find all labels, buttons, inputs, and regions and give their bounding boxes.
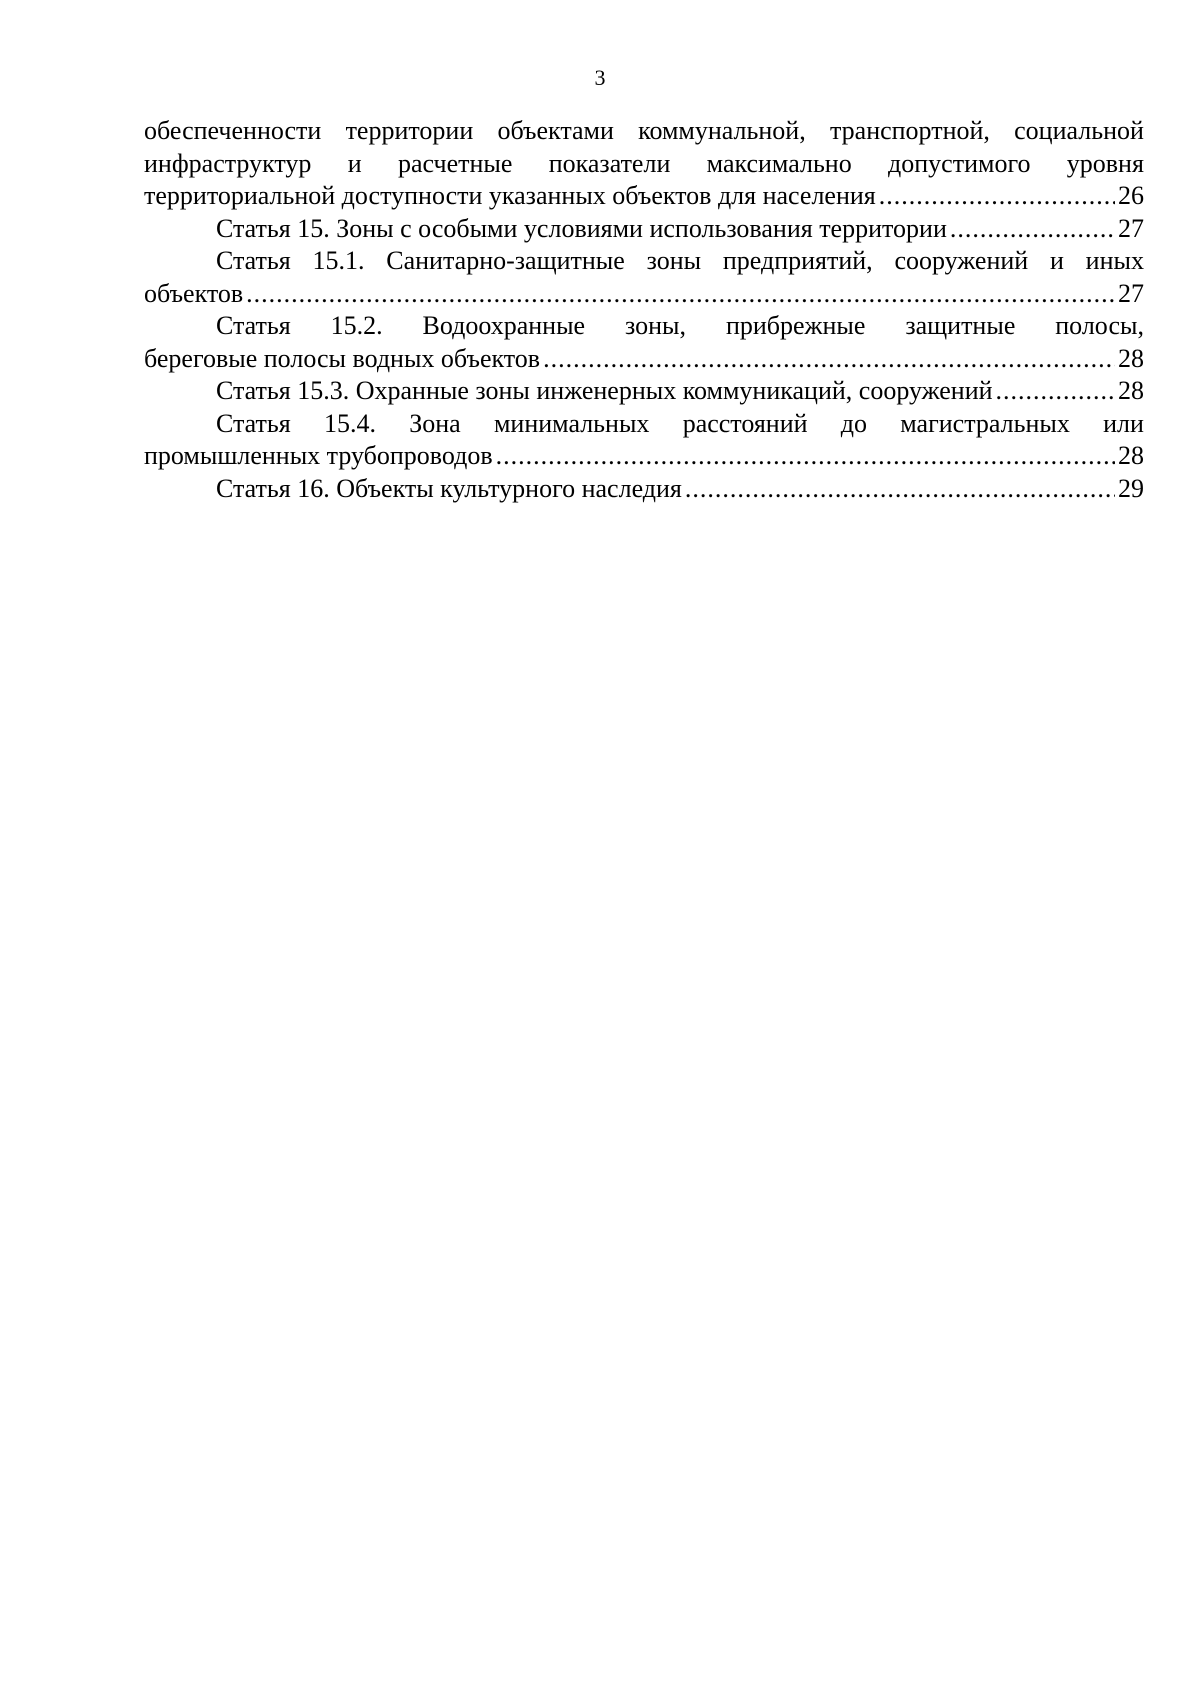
toc-word: обеспеченности — [144, 116, 322, 145]
toc-word: магистральных — [900, 408, 1070, 438]
toc-entry-leader-line[interactable] — [144, 375, 1144, 408]
toc-entry-leader-line[interactable] — [144, 278, 1144, 311]
toc-page-number: 28 — [1118, 441, 1144, 470]
toc-word: допустимого — [888, 148, 1031, 178]
toc-entry-title: территориальной доступности указанных объектов для населения — [144, 181, 876, 210]
toc-word: Статья — [216, 246, 291, 275]
toc-entry-title: Статья 15. Зоны с особыми условиями использования территории — [216, 213, 947, 243]
toc-word: транспортной, — [829, 116, 990, 145]
toc-entry-line — [144, 115, 1144, 148]
toc-word: расстояний — [682, 408, 808, 438]
toc-word: сооружений — [894, 246, 1029, 275]
toc-entry-leader-line[interactable] — [144, 180, 1144, 213]
toc-word: и — [347, 148, 362, 178]
toc-entry-title: промышленных трубопроводов — [144, 441, 493, 470]
toc-entry-line — [144, 148, 1144, 181]
page-number: 3 — [594, 65, 606, 90]
toc-word: 15.4. — [323, 408, 376, 438]
toc-word: защитные — [905, 311, 1016, 340]
toc-entry-line — [144, 245, 1144, 278]
toc-entry-line — [144, 310, 1144, 343]
toc-page-number: 26 — [1118, 181, 1144, 210]
toc-word: территории — [345, 116, 474, 145]
toc-word: Водоохранные — [422, 311, 586, 340]
toc-word: инфраструктур — [144, 148, 312, 178]
toc-entry-leader-line[interactable] — [144, 343, 1144, 376]
toc-word: максимально — [706, 148, 852, 178]
toc-entry-leader-line[interactable] — [144, 440, 1144, 473]
toc-entry-title: объектов — [144, 278, 244, 308]
toc-dot-leader — [246, 278, 1115, 311]
toc-entry-leader-line[interactable] — [144, 213, 1144, 246]
toc-word: социальной — [1014, 116, 1144, 145]
toc-word: Санитарно-защитные — [386, 246, 625, 275]
toc-page-number: 29 — [1118, 473, 1144, 503]
toc-word: зоны — [646, 246, 702, 275]
toc-dot-leader — [496, 440, 1115, 473]
toc-word: зоны, — [625, 311, 687, 340]
toc-entry-title: Статья 15.3. Охранные зоны инженерных коммуникаций, сооружений — [216, 376, 993, 405]
toc-word: Статья — [216, 408, 291, 438]
toc-page-number: 28 — [1118, 343, 1144, 373]
toc-dot-leader — [950, 213, 1115, 246]
toc-word: и — [1049, 246, 1064, 275]
toc-word: коммунальной, — [638, 116, 806, 145]
toc-word: иных — [1085, 246, 1144, 275]
toc-entry-leader-line[interactable] — [144, 473, 1144, 506]
toc-word: предприятий, — [722, 246, 873, 275]
toc-page-number: 28 — [1118, 376, 1144, 405]
toc-word: до — [840, 408, 868, 438]
toc-dot-leader — [543, 343, 1115, 376]
toc-word: расчетные — [397, 148, 513, 178]
toc-entry-title: береговые полосы водных объектов — [144, 343, 541, 373]
toc-dot-leader — [685, 473, 1115, 506]
toc-dot-leader — [879, 180, 1115, 213]
toc-entry-title: Статья 16. Объекты культурного наследия — [216, 473, 682, 503]
toc-word: 15.2. — [330, 311, 383, 340]
toc-word: полосы, — [1055, 311, 1144, 340]
toc-word: минимальных — [493, 408, 650, 438]
toc-word: Статья — [216, 311, 291, 340]
toc-page-number: 27 — [1118, 278, 1144, 308]
toc-word: объектами — [497, 116, 614, 145]
table-of-contents — [144, 115, 1144, 505]
toc-word: или — [1103, 408, 1144, 438]
toc-word: прибрежные — [725, 311, 866, 340]
toc-entry-line — [144, 408, 1144, 441]
toc-word: Зона — [409, 408, 461, 438]
toc-dot-leader — [996, 375, 1115, 408]
toc-word: уровня — [1066, 148, 1144, 178]
toc-word: показатели — [548, 148, 671, 178]
toc-word: 15.1. — [312, 246, 365, 275]
toc-page-number: 27 — [1118, 213, 1144, 243]
